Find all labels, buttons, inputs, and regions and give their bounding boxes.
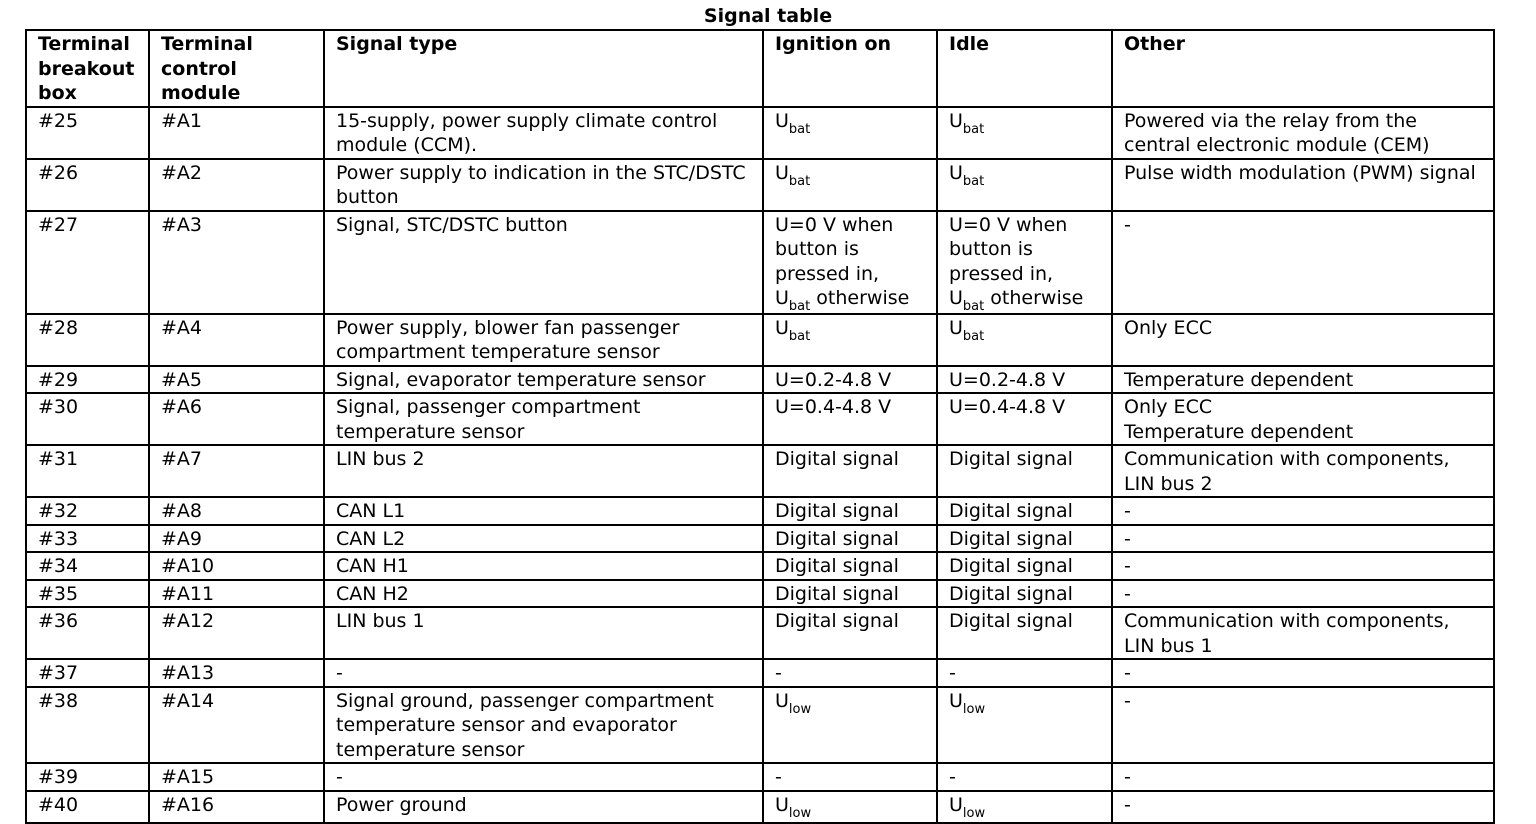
- cell-subscript-text: bat: [962, 173, 985, 189]
- cell-idle: [937, 791, 1112, 823]
- cell-value-text: Digital signal: [949, 527, 1073, 550]
- cell-ignition-on: [763, 445, 937, 497]
- cell-signal-type: Signal, passenger compartment temperature sensor: [324, 393, 763, 445]
- cell-idle: [937, 497, 1112, 525]
- cell-other: Powered via the relay from the central electronic module (CEM): [1112, 107, 1494, 159]
- cell-signal-type: LIN bus 2: [324, 445, 763, 497]
- header-signal-type: Signal type: [324, 30, 763, 107]
- cell-value-text: -: [775, 766, 782, 788]
- table-row: [26, 445, 1494, 497]
- cell-value-text: U: [949, 109, 963, 132]
- cell-signal-type: -: [324, 659, 763, 687]
- cell-subscript-text: low: [962, 805, 986, 821]
- cell-other: Only ECC: [1112, 314, 1494, 366]
- cell-ignition-on: [763, 659, 937, 687]
- cell-subscript-text: bat: [788, 299, 811, 314]
- cell-value-text: Digital signal: [775, 582, 899, 605]
- cell-value-text: U: [775, 793, 789, 816]
- cell-value-text: U=0.2-4.8 V: [775, 368, 892, 391]
- cell-idle: [937, 107, 1112, 159]
- cell-terminal-control-module: #A2: [149, 159, 324, 211]
- cell-signal-type: 15-supply, power supply climate control module (CCM).: [324, 107, 763, 159]
- cell-terminal-control-module: #A15: [149, 763, 324, 791]
- cell-other: -: [1112, 497, 1494, 525]
- cell-ignition-on: [763, 687, 937, 764]
- cell-terminal-breakout-box: #28: [26, 314, 149, 366]
- table-row: [26, 159, 1494, 211]
- cell-value-text: U=0.4-4.8 V: [775, 396, 892, 418]
- cell-subscript-text: bat: [788, 121, 811, 137]
- header-terminal-control-module: Terminal control module: [149, 30, 324, 107]
- cell-terminal-breakout-box: #34: [26, 552, 149, 580]
- table-body: [26, 107, 1494, 823]
- cell-terminal-control-module: #A6: [149, 393, 324, 445]
- cell-signal-type: Signal ground, passenger compartment temperature sensor and evaporator temperature sensor: [324, 687, 763, 764]
- cell-value-text: -: [949, 766, 956, 788]
- header-ignition-on: Ignition on: [763, 30, 937, 107]
- cell-terminal-control-module: #A1: [149, 107, 324, 159]
- cell-value-text: Digital signal: [949, 582, 1073, 605]
- cell-subscript-text: bat: [788, 328, 811, 344]
- cell-value-text: U: [949, 287, 963, 309]
- cell-value-text: Digital signal: [949, 610, 1073, 632]
- cell-signal-type: Power supply, blower fan passenger compartment temperature sensor: [324, 314, 763, 366]
- cell-value-text: Digital signal: [775, 527, 899, 550]
- cell-terminal-breakout-box: #32: [26, 497, 149, 525]
- cell-subscript-text: bat: [962, 328, 985, 344]
- table-row: [26, 393, 1494, 445]
- cell-other: Communication with components, LIN bus 1: [1112, 607, 1494, 659]
- cell-value-text: U: [775, 689, 789, 712]
- cell-signal-type: Power ground: [324, 791, 763, 823]
- cell-subscript-text: low: [788, 805, 812, 821]
- cell-terminal-control-module: #A10: [149, 552, 324, 580]
- cell-other: -: [1112, 791, 1494, 823]
- cell-terminal-breakout-box: #26: [26, 159, 149, 211]
- cell-terminal-control-module: #A5: [149, 366, 324, 394]
- cell-ignition-on: [763, 580, 937, 608]
- cell-other: -: [1112, 552, 1494, 580]
- cell-ignition-on: [763, 211, 937, 314]
- cell-value-text: Digital signal: [949, 555, 1073, 577]
- cell-terminal-control-module: #A14: [149, 687, 324, 764]
- cell-terminal-control-module: #A12: [149, 607, 324, 659]
- cell-idle: [937, 159, 1112, 211]
- cell-signal-type: CAN L2: [324, 525, 763, 553]
- cell-value-text: Digital signal: [775, 500, 899, 522]
- cell-idle: [937, 393, 1112, 445]
- cell-terminal-control-module: #A13: [149, 659, 324, 687]
- cell-terminal-control-module: #A11: [149, 580, 324, 608]
- cell-terminal-control-module: #A3: [149, 211, 324, 314]
- cell-idle: [937, 687, 1112, 764]
- cell-signal-type: Power supply to indication in the STC/DSTC button: [324, 159, 763, 211]
- cell-suffix-text: otherwise: [810, 287, 910, 309]
- cell-subscript-text: bat: [962, 121, 985, 137]
- cell-suffix-text: otherwise: [984, 287, 1084, 309]
- table-row: [26, 687, 1494, 764]
- table-row: [26, 607, 1494, 659]
- cell-subscript-text: low: [788, 701, 812, 717]
- cell-value-text: U: [949, 689, 963, 712]
- cell-value-text: U: [949, 316, 963, 339]
- signal-table: [25, 29, 1495, 824]
- cell-terminal-control-module: #A16: [149, 791, 324, 823]
- cell-other: -: [1112, 687, 1494, 764]
- cell-value-text: U: [775, 161, 789, 184]
- table-row: [26, 659, 1494, 687]
- cell-ignition-on: [763, 159, 937, 211]
- cell-idle: [937, 659, 1112, 687]
- table-title: Signal table: [703, 5, 833, 27]
- cell-ignition-on: [763, 607, 937, 659]
- cell-terminal-breakout-box: #25: [26, 107, 149, 159]
- cell-signal-type: CAN L1: [324, 497, 763, 525]
- cell-prefix-text: U=0 V when button is pressed in,: [949, 213, 1074, 285]
- header-terminal-breakout-box: Terminal breakout box: [26, 30, 149, 107]
- table-row: [26, 763, 1494, 791]
- cell-ignition-on: [763, 791, 937, 823]
- header-row: [26, 30, 1494, 107]
- table-row: [26, 211, 1494, 314]
- cell-terminal-breakout-box: #30: [26, 393, 149, 445]
- cell-terminal-breakout-box: #37: [26, 659, 149, 687]
- cell-terminal-breakout-box: #40: [26, 791, 149, 823]
- cell-ignition-on: [763, 552, 937, 580]
- cell-idle: [937, 580, 1112, 608]
- cell-terminal-breakout-box: #39: [26, 763, 149, 791]
- cell-value-text: U: [775, 109, 789, 132]
- cell-other: -: [1112, 580, 1494, 608]
- cell-terminal-breakout-box: #29: [26, 366, 149, 394]
- cell-other: -: [1112, 525, 1494, 553]
- cell-signal-type: Signal, evaporator temperature sensor: [324, 366, 763, 394]
- cell-subscript-text: bat: [788, 173, 811, 189]
- cell-signal-type: CAN H1: [324, 552, 763, 580]
- cell-other: Communication with components, LIN bus 2: [1112, 445, 1494, 497]
- cell-prefix-text: U=0 V when button is pressed in,: [775, 213, 900, 285]
- cell-subscript-text: low: [962, 701, 986, 717]
- cell-subscript-text: bat: [962, 299, 985, 314]
- cell-terminal-control-module: #A4: [149, 314, 324, 366]
- table-row: [26, 497, 1494, 525]
- cell-terminal-control-module: #A9: [149, 525, 324, 553]
- cell-signal-type: -: [324, 763, 763, 791]
- cell-signal-type: LIN bus 1: [324, 607, 763, 659]
- cell-terminal-control-module: #A8: [149, 497, 324, 525]
- table-row: [26, 525, 1494, 553]
- cell-idle: [937, 525, 1112, 553]
- cell-value-text: -: [775, 662, 782, 684]
- cell-ignition-on: [763, 497, 937, 525]
- cell-terminal-control-module: #A7: [149, 445, 324, 497]
- cell-terminal-breakout-box: #27: [26, 211, 149, 314]
- cell-idle: [937, 763, 1112, 791]
- cell-ignition-on: [763, 763, 937, 791]
- table-row: [26, 107, 1494, 159]
- cell-value-text: U: [775, 316, 789, 339]
- cell-other: -: [1112, 763, 1494, 791]
- cell-value-text: U=0.2-4.8 V: [949, 368, 1066, 391]
- cell-terminal-breakout-box: #38: [26, 687, 149, 764]
- cell-value-text: U: [775, 287, 789, 309]
- cell-value-text: U: [949, 793, 963, 816]
- cell-terminal-breakout-box: #35: [26, 580, 149, 608]
- cell-value-text: Digital signal: [949, 500, 1073, 522]
- cell-value-text: U: [949, 161, 963, 184]
- cell-idle: [937, 552, 1112, 580]
- cell-other: -: [1112, 659, 1494, 687]
- cell-other: Only ECC Temperature dependent: [1112, 393, 1494, 445]
- table-row: [26, 552, 1494, 580]
- table-row: [26, 314, 1494, 366]
- cell-ignition-on: [763, 525, 937, 553]
- cell-idle: [937, 366, 1112, 394]
- cell-idle: [937, 607, 1112, 659]
- cell-value-text: Digital signal: [775, 555, 899, 577]
- cell-terminal-breakout-box: #33: [26, 525, 149, 553]
- cell-idle: [937, 211, 1112, 314]
- table-row: [26, 580, 1494, 608]
- cell-other: Pulse width modulation (PWM) signal: [1112, 159, 1494, 211]
- header-idle: Idle: [937, 30, 1112, 107]
- cell-ignition-on: [763, 107, 937, 159]
- cell-ignition-on: [763, 393, 937, 445]
- table-row: [26, 791, 1494, 823]
- cell-value-text: Digital signal: [775, 610, 899, 632]
- header-other: Other: [1112, 30, 1494, 107]
- cell-signal-type: Signal, STC/DSTC button: [324, 211, 763, 314]
- cell-value-text: Digital signal: [949, 448, 1073, 470]
- cell-ignition-on: [763, 366, 937, 394]
- cell-terminal-breakout-box: #31: [26, 445, 149, 497]
- cell-signal-type: CAN H2: [324, 580, 763, 608]
- cell-ignition-on: [763, 314, 937, 366]
- cell-terminal-breakout-box: #36: [26, 607, 149, 659]
- cell-idle: [937, 314, 1112, 366]
- cell-value-text: Digital signal: [775, 448, 899, 470]
- cell-value-text: -: [949, 662, 956, 684]
- cell-other: Temperature dependent: [1112, 366, 1494, 394]
- cell-idle: [937, 445, 1112, 497]
- cell-value-text: U=0.4-4.8 V: [949, 396, 1066, 418]
- cell-other: -: [1112, 211, 1494, 314]
- table-row: [26, 366, 1494, 394]
